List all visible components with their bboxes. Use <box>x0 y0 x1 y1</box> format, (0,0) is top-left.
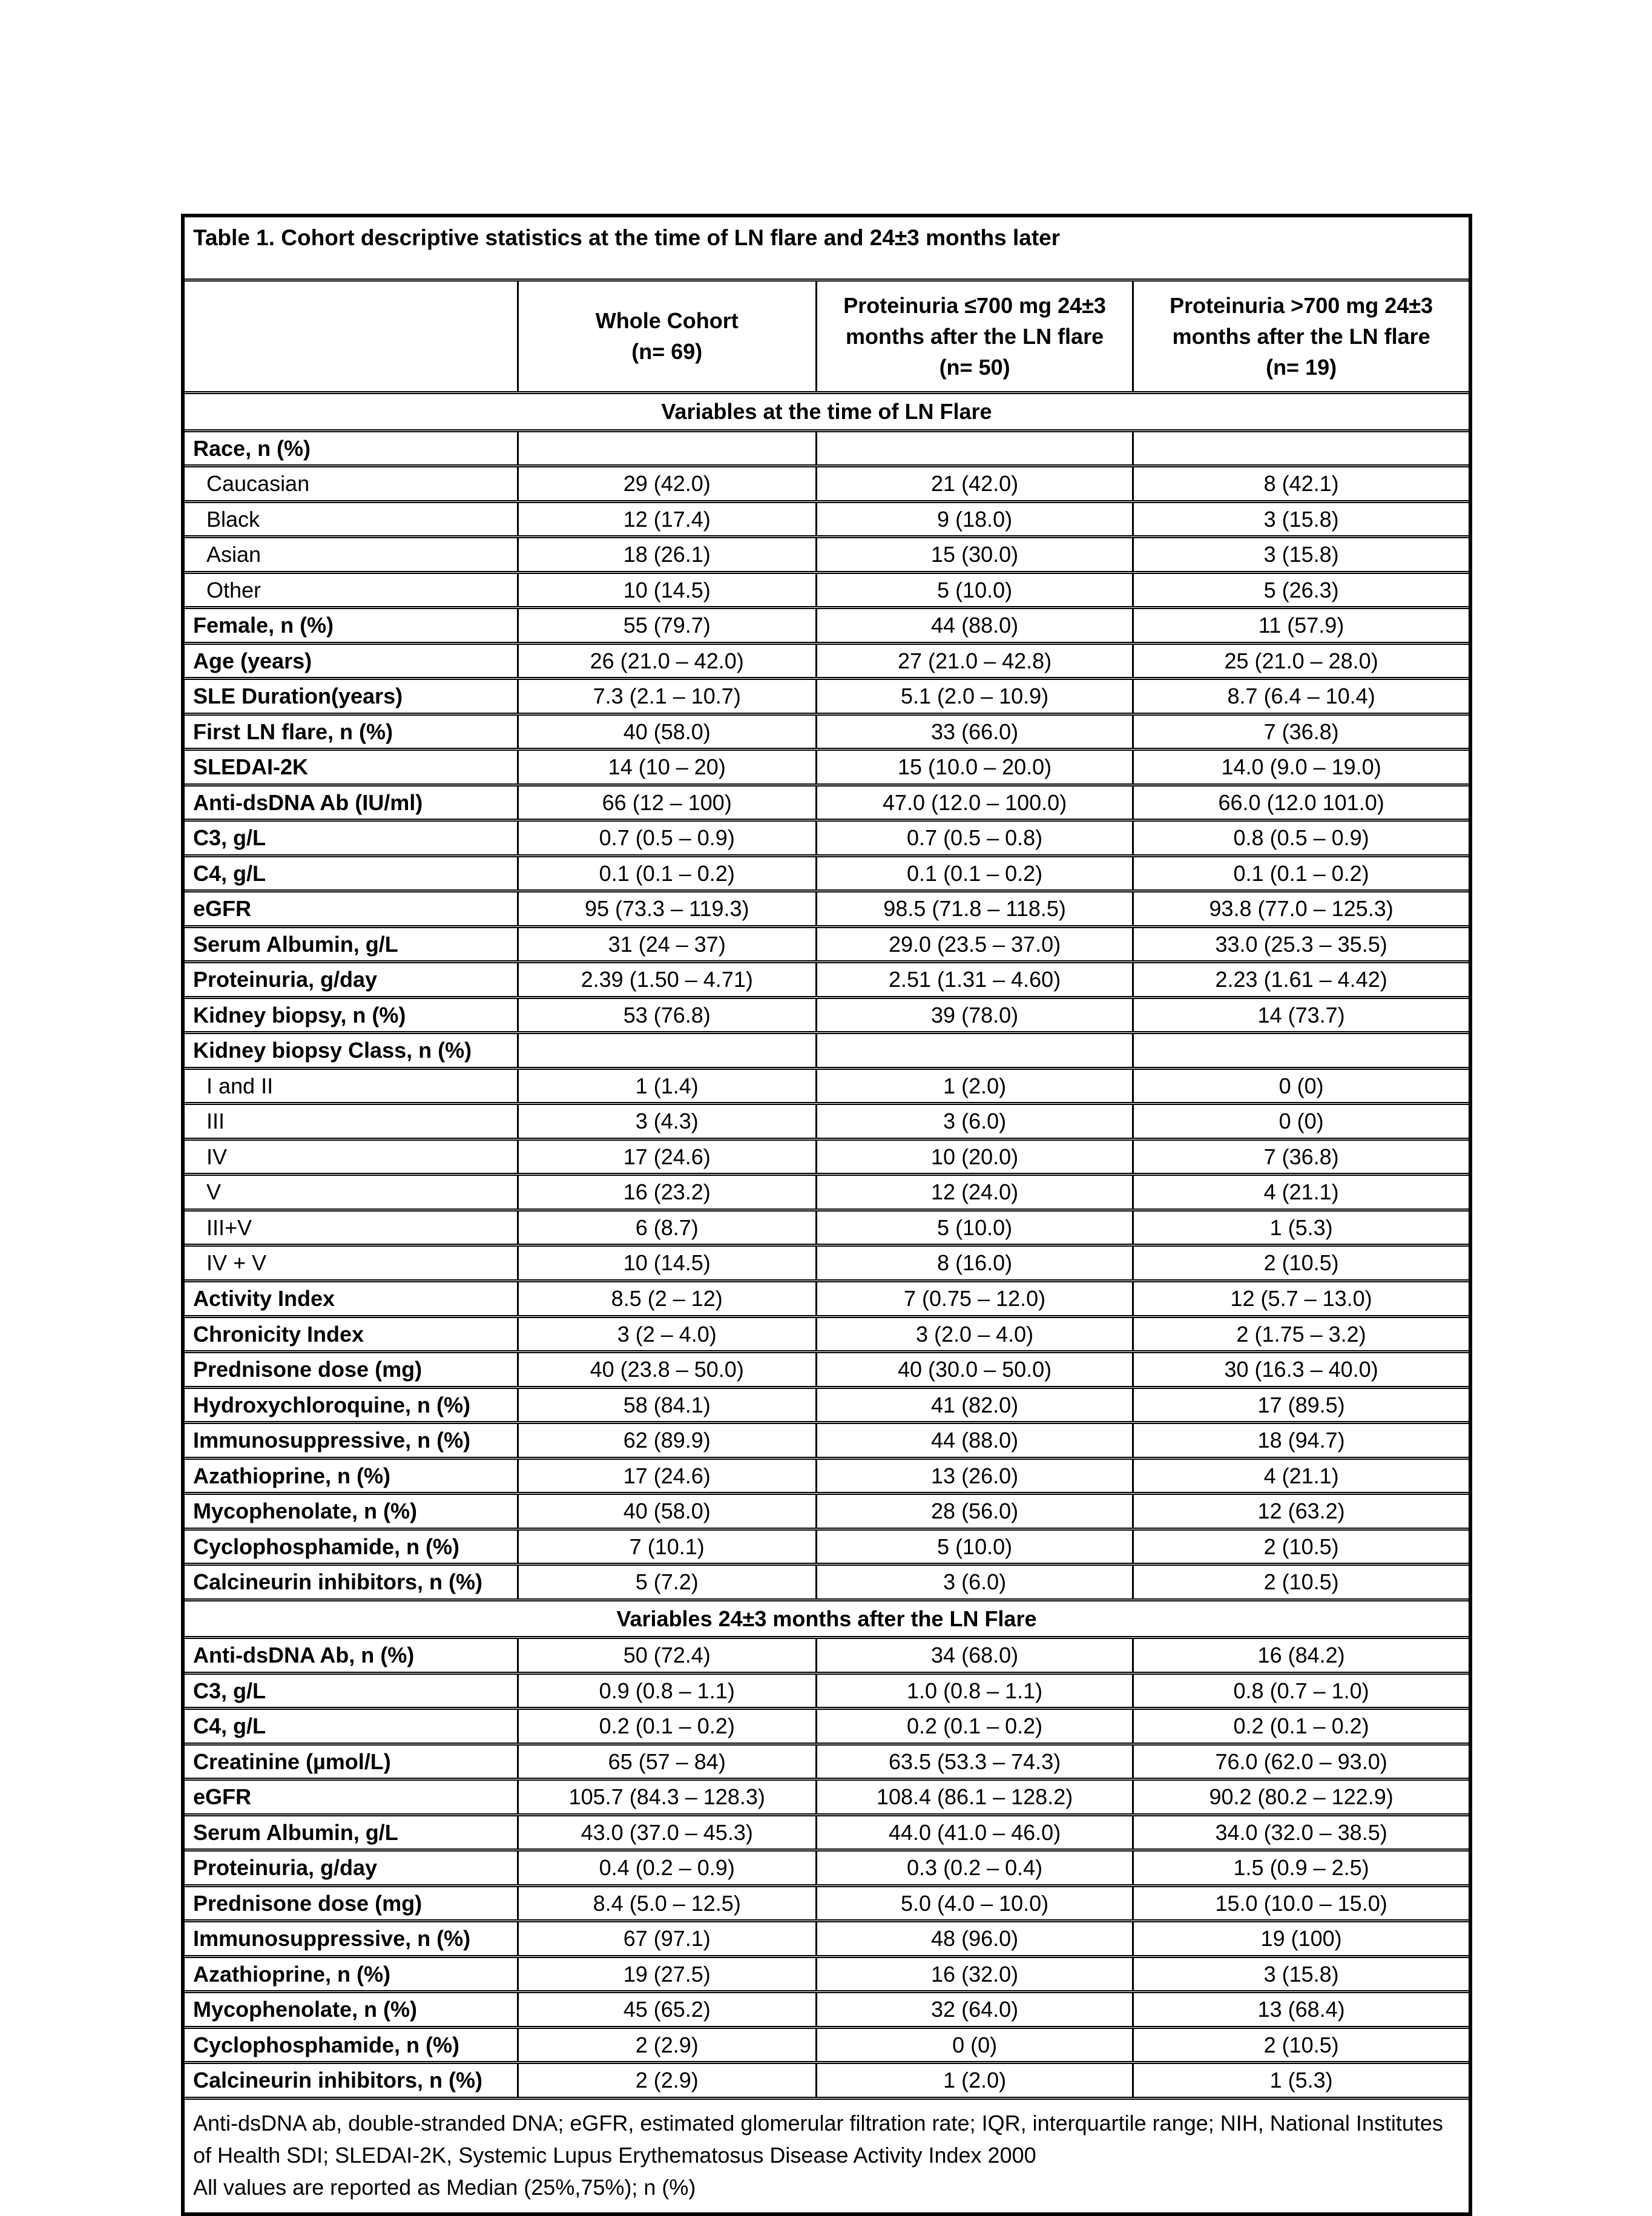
cell-value: 5.1 (2.0 – 10.9) <box>816 679 1133 714</box>
cell-value: 93.8 (77.0 – 125.3) <box>1133 891 1470 927</box>
row-label: Caucasian <box>183 466 518 502</box>
cell-value <box>816 430 1133 466</box>
row-label: Immunosuppressive, n (%) <box>183 1921 518 1957</box>
header-line: (n= 69) <box>631 339 703 364</box>
row-label: Chronicity Index <box>183 1316 518 1352</box>
cell-value: 17 (24.6) <box>518 1139 816 1175</box>
row-label: Creatinine (µmol/L) <box>183 1744 518 1779</box>
row-label: SLE Duration(years) <box>183 679 518 714</box>
cell-value: 0.7 (0.5 – 0.8) <box>816 820 1133 856</box>
cell-value: 19 (100) <box>1133 1921 1470 1957</box>
row-label: Prednisone dose (mg) <box>183 1352 518 1388</box>
cell-value: 3 (2.0 – 4.0) <box>816 1316 1133 1352</box>
cell-value: 66.0 (12.0 101.0) <box>1133 785 1470 820</box>
cell-value: 28 (56.0) <box>816 1494 1133 1529</box>
cell-value: 33 (66.0) <box>816 714 1133 750</box>
table-row <box>183 1033 1470 1069</box>
row-label: Serum Albumin, g/L <box>183 926 518 962</box>
cell-value: 3 (2 – 4.0) <box>518 1316 816 1352</box>
section-row <box>183 1600 1470 1638</box>
row-label: C3, g/L <box>183 1673 518 1709</box>
cell-value: 0.1 (0.1 – 0.2) <box>1133 856 1470 891</box>
row-label: III+V <box>183 1210 518 1245</box>
table-row <box>183 1885 1470 1921</box>
cell-value: 1 (2.0) <box>816 1068 1133 1104</box>
row-label: Calcineurin inhibitors, n (%) <box>183 2063 518 2099</box>
table-row <box>183 1387 1470 1423</box>
table-row <box>183 1921 1470 1957</box>
row-label: Kidney biopsy Class, n (%) <box>183 1033 518 1069</box>
table-row <box>183 1068 1470 1104</box>
footnote-line: All values are reported as Median (25%,75%); n (%) <box>193 2175 696 2200</box>
table-row <box>183 537 1470 573</box>
cell-value: 0.8 (0.7 – 1.0) <box>1133 1673 1470 1709</box>
row-label: Other <box>183 572 518 608</box>
header-cell-empty <box>183 280 518 392</box>
table-row <box>183 750 1470 785</box>
table-row <box>183 1458 1470 1494</box>
section-label: Variables at the time of LN Flare <box>183 393 1470 431</box>
cell-value: 6 (8.7) <box>518 1210 816 1245</box>
cell-value: 1.5 (0.9 – 2.5) <box>1133 1850 1470 1886</box>
table-row <box>183 1992 1470 2028</box>
cell-value: 10 (14.5) <box>518 572 816 608</box>
cell-value: 16 (32.0) <box>816 1956 1133 1992</box>
cell-value: 48 (96.0) <box>816 1921 1133 1957</box>
table-row <box>183 926 1470 962</box>
cell-value: 41 (82.0) <box>816 1387 1133 1423</box>
cell-value: 44.0 (41.0 – 46.0) <box>816 1815 1133 1850</box>
footnote-line: Anti-dsDNA ab, double-stranded DNA; eGFR, estimated glomerular filtration rate; IQR, interquartile range; NIH, National Institutes of Health SDI; SLEDAI-2K, Systemic Lupus Erythematosus Disease Activity Index 2000 <box>193 2110 1443 2168</box>
cell-value: 62 (89.9) <box>518 1423 816 1459</box>
row-label: C4, g/L <box>183 1709 518 1744</box>
table-row <box>183 856 1470 891</box>
cell-value: 10 (14.5) <box>518 1245 816 1281</box>
cell-value: 8.4 (5.0 – 12.5) <box>518 1885 816 1921</box>
cell-value: 14.0 (9.0 – 19.0) <box>1133 750 1470 785</box>
cell-value: 2.39 (1.50 – 4.71) <box>518 962 816 998</box>
cell-value: 12 (17.4) <box>518 501 816 537</box>
cell-value: 0.4 (0.2 – 0.9) <box>518 1850 816 1886</box>
cell-value: 30 (16.3 – 40.0) <box>1133 1352 1470 1388</box>
cell-value: 40 (30.0 – 50.0) <box>816 1352 1133 1388</box>
cell-value: 12 (5.7 – 13.0) <box>1133 1281 1470 1316</box>
section-row <box>183 393 1470 431</box>
row-label: C3, g/L <box>183 820 518 856</box>
header-line: (n= 50) <box>939 354 1010 380</box>
row-label: I and II <box>183 1068 518 1104</box>
table-row <box>183 785 1470 820</box>
cell-value: 45 (65.2) <box>518 1992 816 2028</box>
cell-value: 18 (26.1) <box>518 537 816 573</box>
cell-value: 90.2 (80.2 – 122.9) <box>1133 1779 1470 1815</box>
cell-value: 95 (73.3 – 119.3) <box>518 891 816 927</box>
cell-value: 8.5 (2 – 12) <box>518 1281 816 1316</box>
row-label: IV <box>183 1139 518 1175</box>
cell-value: 0.1 (0.1 – 0.2) <box>518 856 816 891</box>
table-sheet <box>181 214 1472 2216</box>
cell-value: 2 (2.9) <box>518 2027 816 2063</box>
cell-value: 9 (18.0) <box>816 501 1133 537</box>
row-label: Serum Albumin, g/L <box>183 1815 518 1850</box>
table-row <box>183 1494 1470 1529</box>
row-label: SLEDAI-2K <box>183 750 518 785</box>
cell-value: 5.0 (4.0 – 10.0) <box>816 1885 1133 1921</box>
cell-value: 8.7 (6.4 – 10.4) <box>1133 679 1470 714</box>
cell-value: 34 (68.0) <box>816 1638 1133 1674</box>
header-line: Proteinuria ≤700 mg 24±3 <box>843 292 1106 318</box>
table-row <box>183 1423 1470 1459</box>
header-cell-2 <box>816 280 1133 392</box>
cell-value: 2 (2.9) <box>518 2063 816 2099</box>
cell-value: 1 (5.3) <box>1133 2063 1470 2099</box>
cell-value: 43.0 (37.0 – 45.3) <box>518 1815 816 1850</box>
cell-value: 58 (84.1) <box>518 1387 816 1423</box>
cell-value: 2 (10.5) <box>1133 1529 1470 1565</box>
table-row <box>183 1565 1470 1600</box>
cell-value: 8 (16.0) <box>816 1245 1133 1281</box>
cell-value: 63.5 (53.3 – 74.3) <box>816 1744 1133 1779</box>
cell-value: 44 (88.0) <box>816 608 1133 644</box>
row-label: Hydroxychloroquine, n (%) <box>183 1387 518 1423</box>
table-row <box>183 1316 1470 1352</box>
cell-value: 16 (23.2) <box>518 1175 816 1210</box>
cell-value: 19 (27.5) <box>518 1956 816 1992</box>
cell-value: 26 (21.0 – 42.0) <box>518 643 816 679</box>
table-row <box>183 572 1470 608</box>
cell-value: 66 (12 – 100) <box>518 785 816 820</box>
row-label: Asian <box>183 537 518 573</box>
row-label: III <box>183 1104 518 1139</box>
cell-value: 12 (24.0) <box>816 1175 1133 1210</box>
row-label: Black <box>183 501 518 537</box>
row-label: Proteinuria, g/day <box>183 962 518 998</box>
cell-value: 29 (42.0) <box>518 466 816 502</box>
cell-value: 16 (84.2) <box>1133 1638 1470 1674</box>
row-label: Anti-dsDNA Ab, n (%) <box>183 1638 518 1674</box>
row-label: Mycophenolate, n (%) <box>183 1992 518 2028</box>
cell-value: 12 (63.2) <box>1133 1494 1470 1529</box>
cell-value <box>518 430 816 466</box>
cell-value: 15 (10.0 – 20.0) <box>816 750 1133 785</box>
cell-value: 33.0 (25.3 – 35.5) <box>1133 926 1470 962</box>
cell-value: 1 (1.4) <box>518 1068 816 1104</box>
row-label: Age (years) <box>183 643 518 679</box>
cell-value: 0.7 (0.5 – 0.9) <box>518 820 816 856</box>
cell-value: 3 (6.0) <box>816 1565 1133 1600</box>
table-row <box>183 1744 1470 1779</box>
cell-value: 0.9 (0.8 – 1.1) <box>518 1673 816 1709</box>
cell-value: 0.3 (0.2 – 0.4) <box>816 1850 1133 1886</box>
cell-value: 0 (0) <box>1133 1068 1470 1104</box>
cell-value: 7.3 (2.1 – 10.7) <box>518 679 816 714</box>
header-line: Whole Cohort <box>595 308 739 334</box>
cell-value: 31 (24 – 37) <box>518 926 816 962</box>
table-row <box>183 1352 1470 1388</box>
cell-value: 7 (36.8) <box>1133 714 1470 750</box>
table-row <box>183 1956 1470 1992</box>
table-row <box>183 466 1470 502</box>
cell-value: 7 (0.75 – 12.0) <box>816 1281 1133 1316</box>
cell-value: 11 (57.9) <box>1133 608 1470 644</box>
cell-value: 0.2 (0.1 – 0.2) <box>518 1709 816 1744</box>
cell-value: 29.0 (23.5 – 37.0) <box>816 926 1133 962</box>
footnote-row <box>183 2098 1470 2214</box>
table-row <box>183 2027 1470 2063</box>
cell-value: 4 (21.1) <box>1133 1175 1470 1210</box>
cell-value: 2.51 (1.31 – 4.60) <box>816 962 1133 998</box>
table-row <box>183 1850 1470 1886</box>
cell-value: 5 (7.2) <box>518 1565 816 1600</box>
cell-value: 2 (10.5) <box>1133 1245 1470 1281</box>
cell-value: 3 (15.8) <box>1133 537 1470 573</box>
cell-value: 25 (21.0 – 28.0) <box>1133 643 1470 679</box>
cell-value: 4 (21.1) <box>1133 1458 1470 1494</box>
cell-value: 5 (10.0) <box>816 1210 1133 1245</box>
table-row <box>183 820 1470 856</box>
cell-value: 67 (97.1) <box>518 1921 816 1957</box>
cell-value: 7 (10.1) <box>518 1529 816 1565</box>
table-row <box>183 891 1470 927</box>
cell-value: 65 (57 – 84) <box>518 1744 816 1779</box>
cell-value: 47.0 (12.0 – 100.0) <box>816 785 1133 820</box>
header-line: Proteinuria >700 mg 24±3 <box>1170 292 1433 318</box>
row-label: Immunosuppressive, n (%) <box>183 1423 518 1459</box>
cell-value: 3 (4.3) <box>518 1104 816 1139</box>
table-title: Table 1. Cohort descriptive statistics at the time of LN flare and 24±3 months later <box>183 216 1470 280</box>
row-label: eGFR <box>183 891 518 927</box>
table-row <box>183 2063 1470 2099</box>
table-row <box>183 1638 1470 1674</box>
cell-value: 2.23 (1.61 – 4.42) <box>1133 962 1470 998</box>
row-label: C4, g/L <box>183 856 518 891</box>
cell-value: 27 (21.0 – 42.8) <box>816 643 1133 679</box>
cell-value <box>518 1033 816 1069</box>
cell-value: 2 (10.5) <box>1133 1565 1470 1600</box>
table-row <box>183 430 1470 466</box>
header-line: months after the LN flare <box>846 323 1104 349</box>
cell-value: 2 (10.5) <box>1133 2027 1470 2063</box>
cell-value: 0 (0) <box>1133 1104 1470 1139</box>
cell-value: 18 (94.7) <box>1133 1423 1470 1459</box>
cell-value: 34.0 (32.0 – 38.5) <box>1133 1815 1470 1850</box>
row-label: Proteinuria, g/day <box>183 1850 518 1886</box>
cohort-statistics-table <box>181 214 1472 2216</box>
header-cell-1 <box>518 280 816 392</box>
row-label: Activity Index <box>183 1281 518 1316</box>
cell-value <box>1133 430 1470 466</box>
cell-value: 8 (42.1) <box>1133 466 1470 502</box>
cell-value: 13 (68.4) <box>1133 1992 1470 2028</box>
cell-value: 21 (42.0) <box>816 466 1133 502</box>
cell-value: 17 (89.5) <box>1133 1387 1470 1423</box>
row-label: Cyclophosphamide, n (%) <box>183 2027 518 2063</box>
cell-value: 105.7 (84.3 – 128.3) <box>518 1779 816 1815</box>
cell-value: 108.4 (86.1 – 128.2) <box>816 1779 1133 1815</box>
row-label: Race, n (%) <box>183 430 518 466</box>
cell-value: 13 (26.0) <box>816 1458 1133 1494</box>
cell-value: 0.2 (0.1 – 0.2) <box>816 1709 1133 1744</box>
table-row <box>183 679 1470 714</box>
header-row <box>183 280 1470 392</box>
table-row <box>183 1529 1470 1565</box>
table-row <box>183 1245 1470 1281</box>
cell-value: 0.1 (0.1 – 0.2) <box>816 856 1133 891</box>
cell-value: 17 (24.6) <box>518 1458 816 1494</box>
cell-value: 98.5 (71.8 – 118.5) <box>816 891 1133 927</box>
cell-value: 7 (36.8) <box>1133 1139 1470 1175</box>
row-label: IV + V <box>183 1245 518 1281</box>
table-row <box>183 997 1470 1033</box>
cell-value: 5 (10.0) <box>816 1529 1133 1565</box>
table-row <box>183 1139 1470 1175</box>
row-label: eGFR <box>183 1779 518 1815</box>
cell-value <box>816 1033 1133 1069</box>
cell-value: 14 (10 – 20) <box>518 750 816 785</box>
cell-value: 44 (88.0) <box>816 1423 1133 1459</box>
cell-value: 0 (0) <box>816 2027 1133 2063</box>
cell-value: 40 (23.8 – 50.0) <box>518 1352 816 1388</box>
row-label: Anti-dsDNA Ab (IU/ml) <box>183 785 518 820</box>
title-row <box>183 216 1470 280</box>
header-cell-3 <box>1133 280 1470 392</box>
row-label: Female, n (%) <box>183 608 518 644</box>
cell-value: 32 (64.0) <box>816 1992 1133 2028</box>
cell-value: 0.2 (0.1 – 0.2) <box>1133 1709 1470 1744</box>
cell-value: 40 (58.0) <box>518 1494 816 1529</box>
row-label: Cyclophosphamide, n (%) <box>183 1529 518 1565</box>
row-label: V <box>183 1175 518 1210</box>
cell-value: 5 (26.3) <box>1133 572 1470 608</box>
cell-value: 5 (10.0) <box>816 572 1133 608</box>
cell-value: 53 (76.8) <box>518 997 816 1033</box>
cell-value: 40 (58.0) <box>518 714 816 750</box>
cell-value <box>1133 1033 1470 1069</box>
row-label: Calcineurin inhibitors, n (%) <box>183 1565 518 1600</box>
row-label: Azathioprine, n (%) <box>183 1458 518 1494</box>
table-row <box>183 1779 1470 1815</box>
table-row <box>183 714 1470 750</box>
cell-value: 55 (79.7) <box>518 608 816 644</box>
table-row <box>183 1815 1470 1850</box>
row-label: Mycophenolate, n (%) <box>183 1494 518 1529</box>
table-row <box>183 501 1470 537</box>
cell-value: 14 (73.7) <box>1133 997 1470 1033</box>
section-label: Variables 24±3 months after the LN Flare <box>183 1600 1470 1638</box>
cell-value: 76.0 (62.0 – 93.0) <box>1133 1744 1470 1779</box>
table-row <box>183 1175 1470 1210</box>
cell-value: 39 (78.0) <box>816 997 1133 1033</box>
row-label: First LN flare, n (%) <box>183 714 518 750</box>
header-line: months after the LN flare <box>1172 323 1430 349</box>
row-label: Prednisone dose (mg) <box>183 1885 518 1921</box>
header-line: (n= 19) <box>1266 354 1337 380</box>
cell-value: 1.0 (0.8 – 1.1) <box>816 1673 1133 1709</box>
row-label: Kidney biopsy, n (%) <box>183 997 518 1033</box>
cell-value: 3 (15.8) <box>1133 1956 1470 1992</box>
cell-value: 2 (1.75 – 3.2) <box>1133 1316 1470 1352</box>
table-row <box>183 608 1470 644</box>
table-row <box>183 643 1470 679</box>
table-row <box>183 962 1470 998</box>
table-row <box>183 1210 1470 1245</box>
row-label: Azathioprine, n (%) <box>183 1956 518 1992</box>
table-row <box>183 1281 1470 1316</box>
cell-value: 3 (15.8) <box>1133 501 1470 537</box>
cell-value: 0.8 (0.5 – 0.9) <box>1133 820 1470 856</box>
cell-value: 50 (72.4) <box>518 1638 816 1674</box>
table-row <box>183 1104 1470 1139</box>
table-row <box>183 1673 1470 1709</box>
cell-value: 15 (30.0) <box>816 537 1133 573</box>
cell-value: 10 (20.0) <box>816 1139 1133 1175</box>
table-body <box>183 393 1470 2099</box>
cell-value: 1 (2.0) <box>816 2063 1133 2099</box>
table-row <box>183 1709 1470 1744</box>
cell-value: 3 (6.0) <box>816 1104 1133 1139</box>
cell-value: 15.0 (10.0 – 15.0) <box>1133 1885 1470 1921</box>
table-footnote <box>183 2098 1470 2214</box>
cell-value: 1 (5.3) <box>1133 1210 1470 1245</box>
